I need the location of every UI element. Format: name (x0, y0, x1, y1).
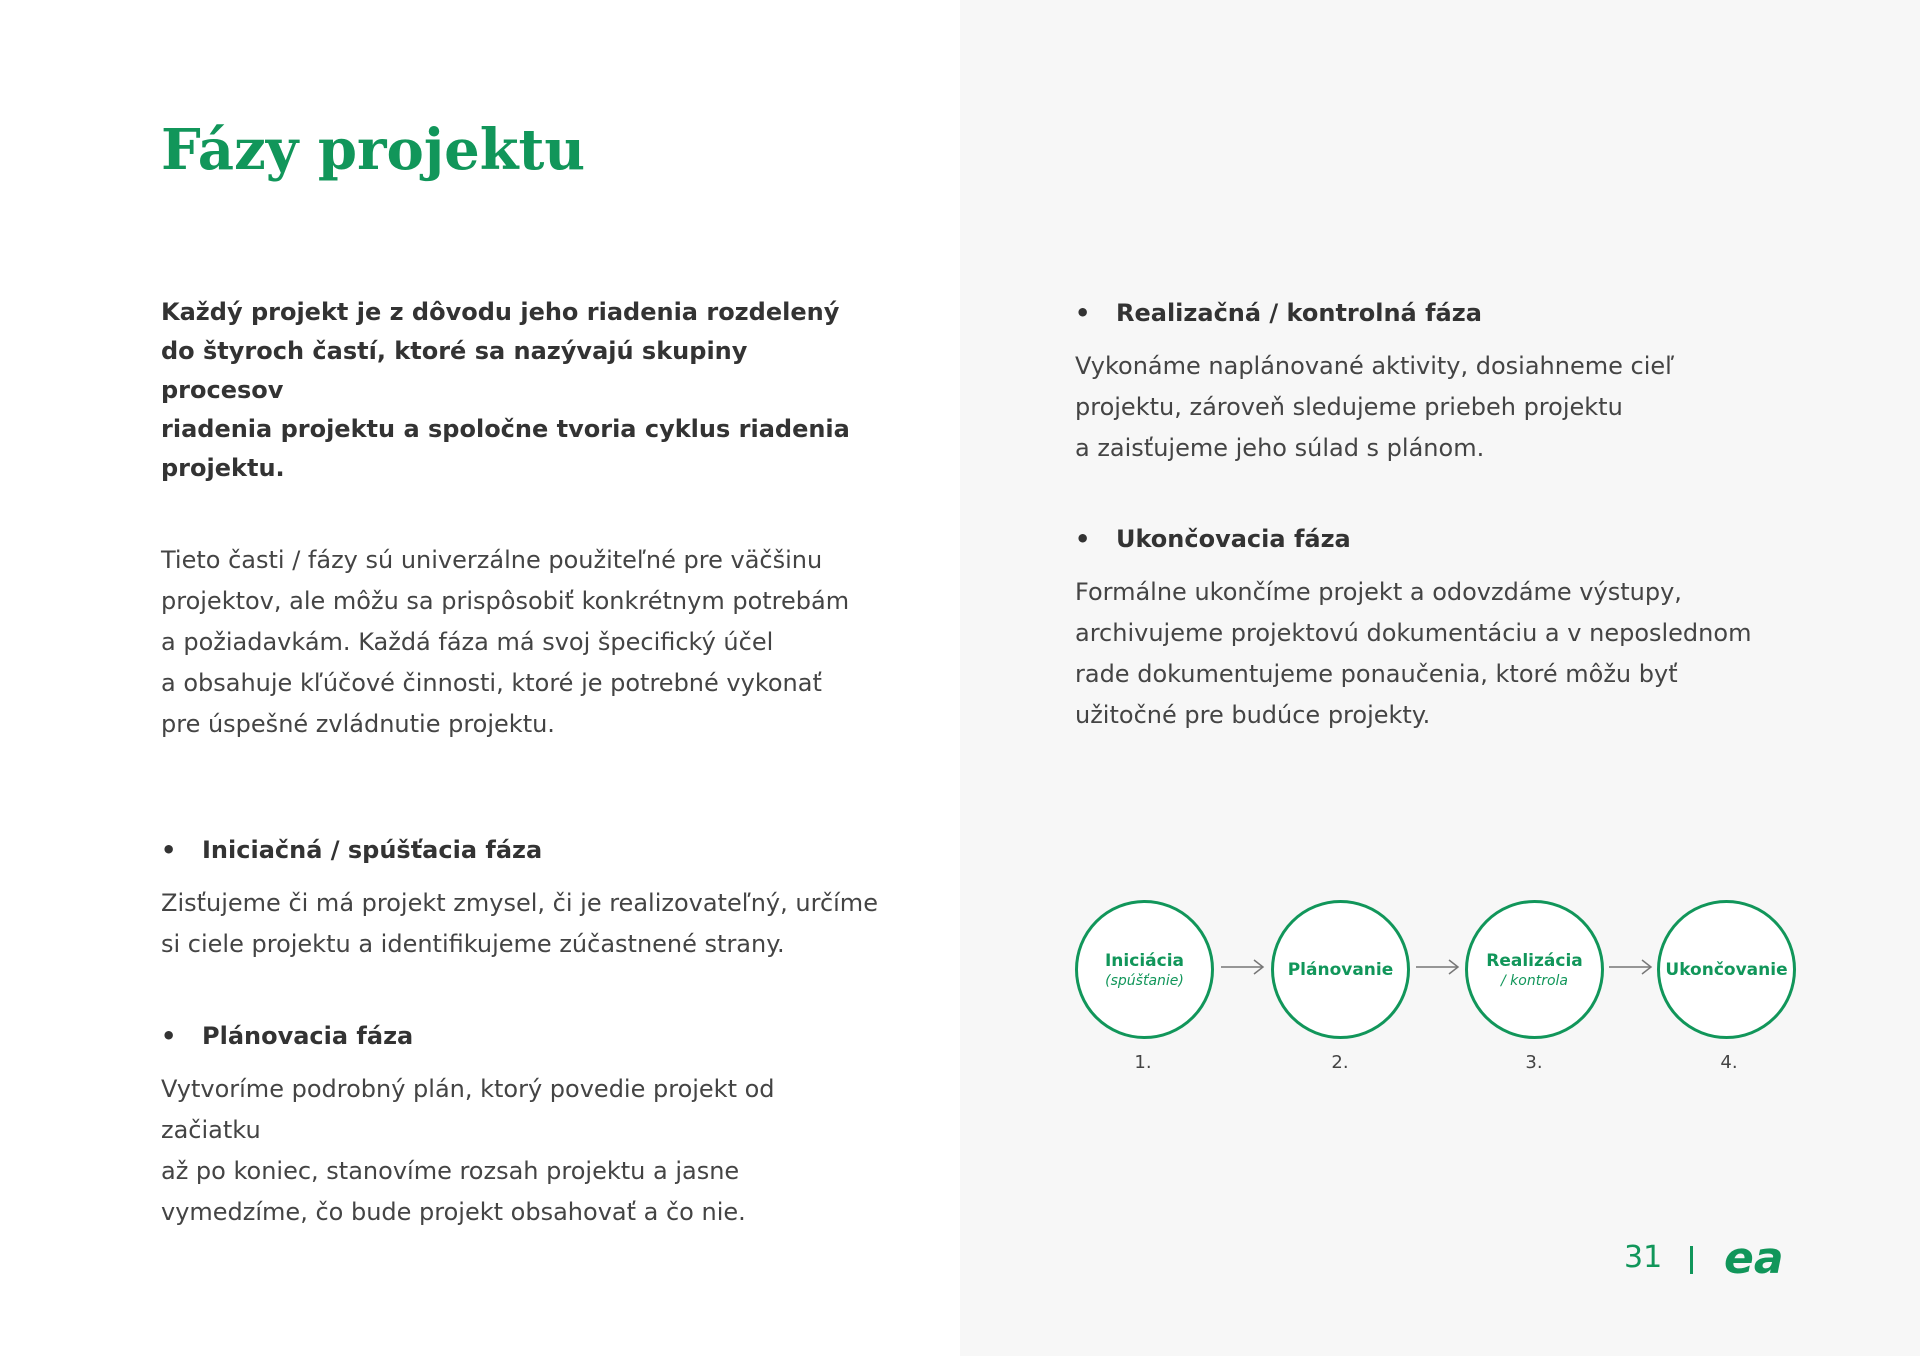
phase-planning (161, 1021, 881, 1233)
intro-line: Každý projekt je z dôvodu jeho riadenia rozdelený (161, 298, 840, 326)
intro-line: projektu. (161, 454, 285, 482)
footer-divider (1690, 1246, 1693, 1274)
step-label: Realizácia (1486, 950, 1583, 971)
phase-line: si ciele projektu a identifikujeme zúčastnené strany. (161, 930, 785, 958)
phase-line: Vytvoríme podrobný plán, ktorý povedie projekt od začiatku (161, 1075, 775, 1144)
bullet-icon: • (1075, 299, 1091, 327)
page-title: Fázy projektu (161, 117, 586, 183)
logo-text: ea (1724, 1236, 1784, 1280)
step-circle-4 (1657, 900, 1796, 1039)
phase-cycle-diagram (1075, 900, 1795, 1080)
phase-line: vymedzíme, čo bude projekt obsahovať a čo nie. (161, 1198, 746, 1226)
step-label: Iniciácia (1104, 950, 1184, 971)
phase-line: užitočné pre budúce projekty. (1075, 701, 1431, 729)
phase-line: a zaisťujeme jeho súlad s plánom. (1075, 434, 1485, 462)
phase-line: archivujeme projektovú dokumentáciu a v neposlednom (1075, 619, 1752, 647)
ea-logo (1724, 1236, 1788, 1280)
phase-heading-text: Plánovacia fáza (202, 1022, 414, 1050)
phase-heading (161, 835, 881, 865)
description-paragraph (161, 540, 881, 745)
paragraph-line: Tieto časti / fázy sú univerzálne použiteľné pre väčšinu (161, 546, 823, 574)
paragraph-line: a požiadavkám. Každá fáza má svoj špecifický účel (161, 628, 774, 656)
intro-text (161, 293, 861, 488)
step-sublabel: (spúšťanie) (1105, 972, 1184, 989)
step-number: 4. (1720, 1052, 1738, 1073)
phase-execution (1075, 298, 1795, 469)
paragraph-line: a obsahuje kľúčové činnosti, ktoré je potrebné vykonať (161, 669, 822, 697)
phase-line: projektu, zároveň sledujeme priebeh projektu (1075, 393, 1623, 421)
phase-description (161, 883, 881, 965)
bullet-icon: • (161, 836, 177, 864)
phase-description (1075, 572, 1795, 736)
phase-line: Vykonáme naplánované aktivity, dosiahneme cieľ (1075, 352, 1675, 380)
step-circle-2 (1271, 900, 1410, 1039)
paragraph-line: pre úspešné zvládnutie projektu. (161, 710, 555, 738)
step-number: 3. (1525, 1052, 1543, 1073)
page-number: 31 (1624, 1240, 1663, 1275)
phase-description (1075, 346, 1795, 469)
phase-heading (1075, 298, 1795, 328)
phase-heading (1075, 524, 1795, 554)
phase-line: rade dokumentujeme ponaučenia, ktoré môžu byť (1075, 660, 1678, 688)
bullet-icon: • (1075, 525, 1091, 553)
phase-line: Formálne ukončíme projekt a odovzdáme výstupy, (1075, 578, 1682, 606)
phase-heading-text: Ukončovacia fáza (1116, 525, 1351, 553)
phase-heading-text: Realizačná / kontrolná fáza (1116, 299, 1482, 327)
arrow-right-icon (1220, 957, 1266, 977)
step-circle-3 (1465, 900, 1604, 1039)
intro-line: do štyroch častí, ktoré sa nazývajú skupiny procesov (161, 337, 748, 404)
arrow-right-icon (1608, 957, 1654, 977)
arrow-right-icon (1415, 957, 1461, 977)
step-label: Ukončovanie (1665, 959, 1788, 980)
paragraph-line: projektov, ale môžu sa prispôsobiť konkrétnym potrebám (161, 587, 850, 615)
phase-closing (1075, 524, 1795, 736)
intro-line: riadenia projektu a spoločne tvoria cyklus riadenia (161, 415, 850, 443)
bullet-icon: • (161, 1022, 177, 1050)
step-circle-1 (1075, 900, 1214, 1039)
phase-description (161, 1069, 881, 1233)
step-number: 1. (1134, 1052, 1152, 1073)
phase-heading-text: Iniciačná / spúšťacia fáza (202, 836, 543, 864)
step-label: Plánovanie (1287, 959, 1394, 980)
step-number: 2. (1331, 1052, 1349, 1073)
phase-line: až po koniec, stanovíme rozsah projektu a jasne (161, 1157, 740, 1185)
step-sublabel: / kontrola (1501, 972, 1568, 989)
phase-line: Zisťujeme či má projekt zmysel, či je realizovateľný, určíme (161, 889, 878, 917)
phase-initiation (161, 835, 881, 965)
phase-heading (161, 1021, 881, 1051)
